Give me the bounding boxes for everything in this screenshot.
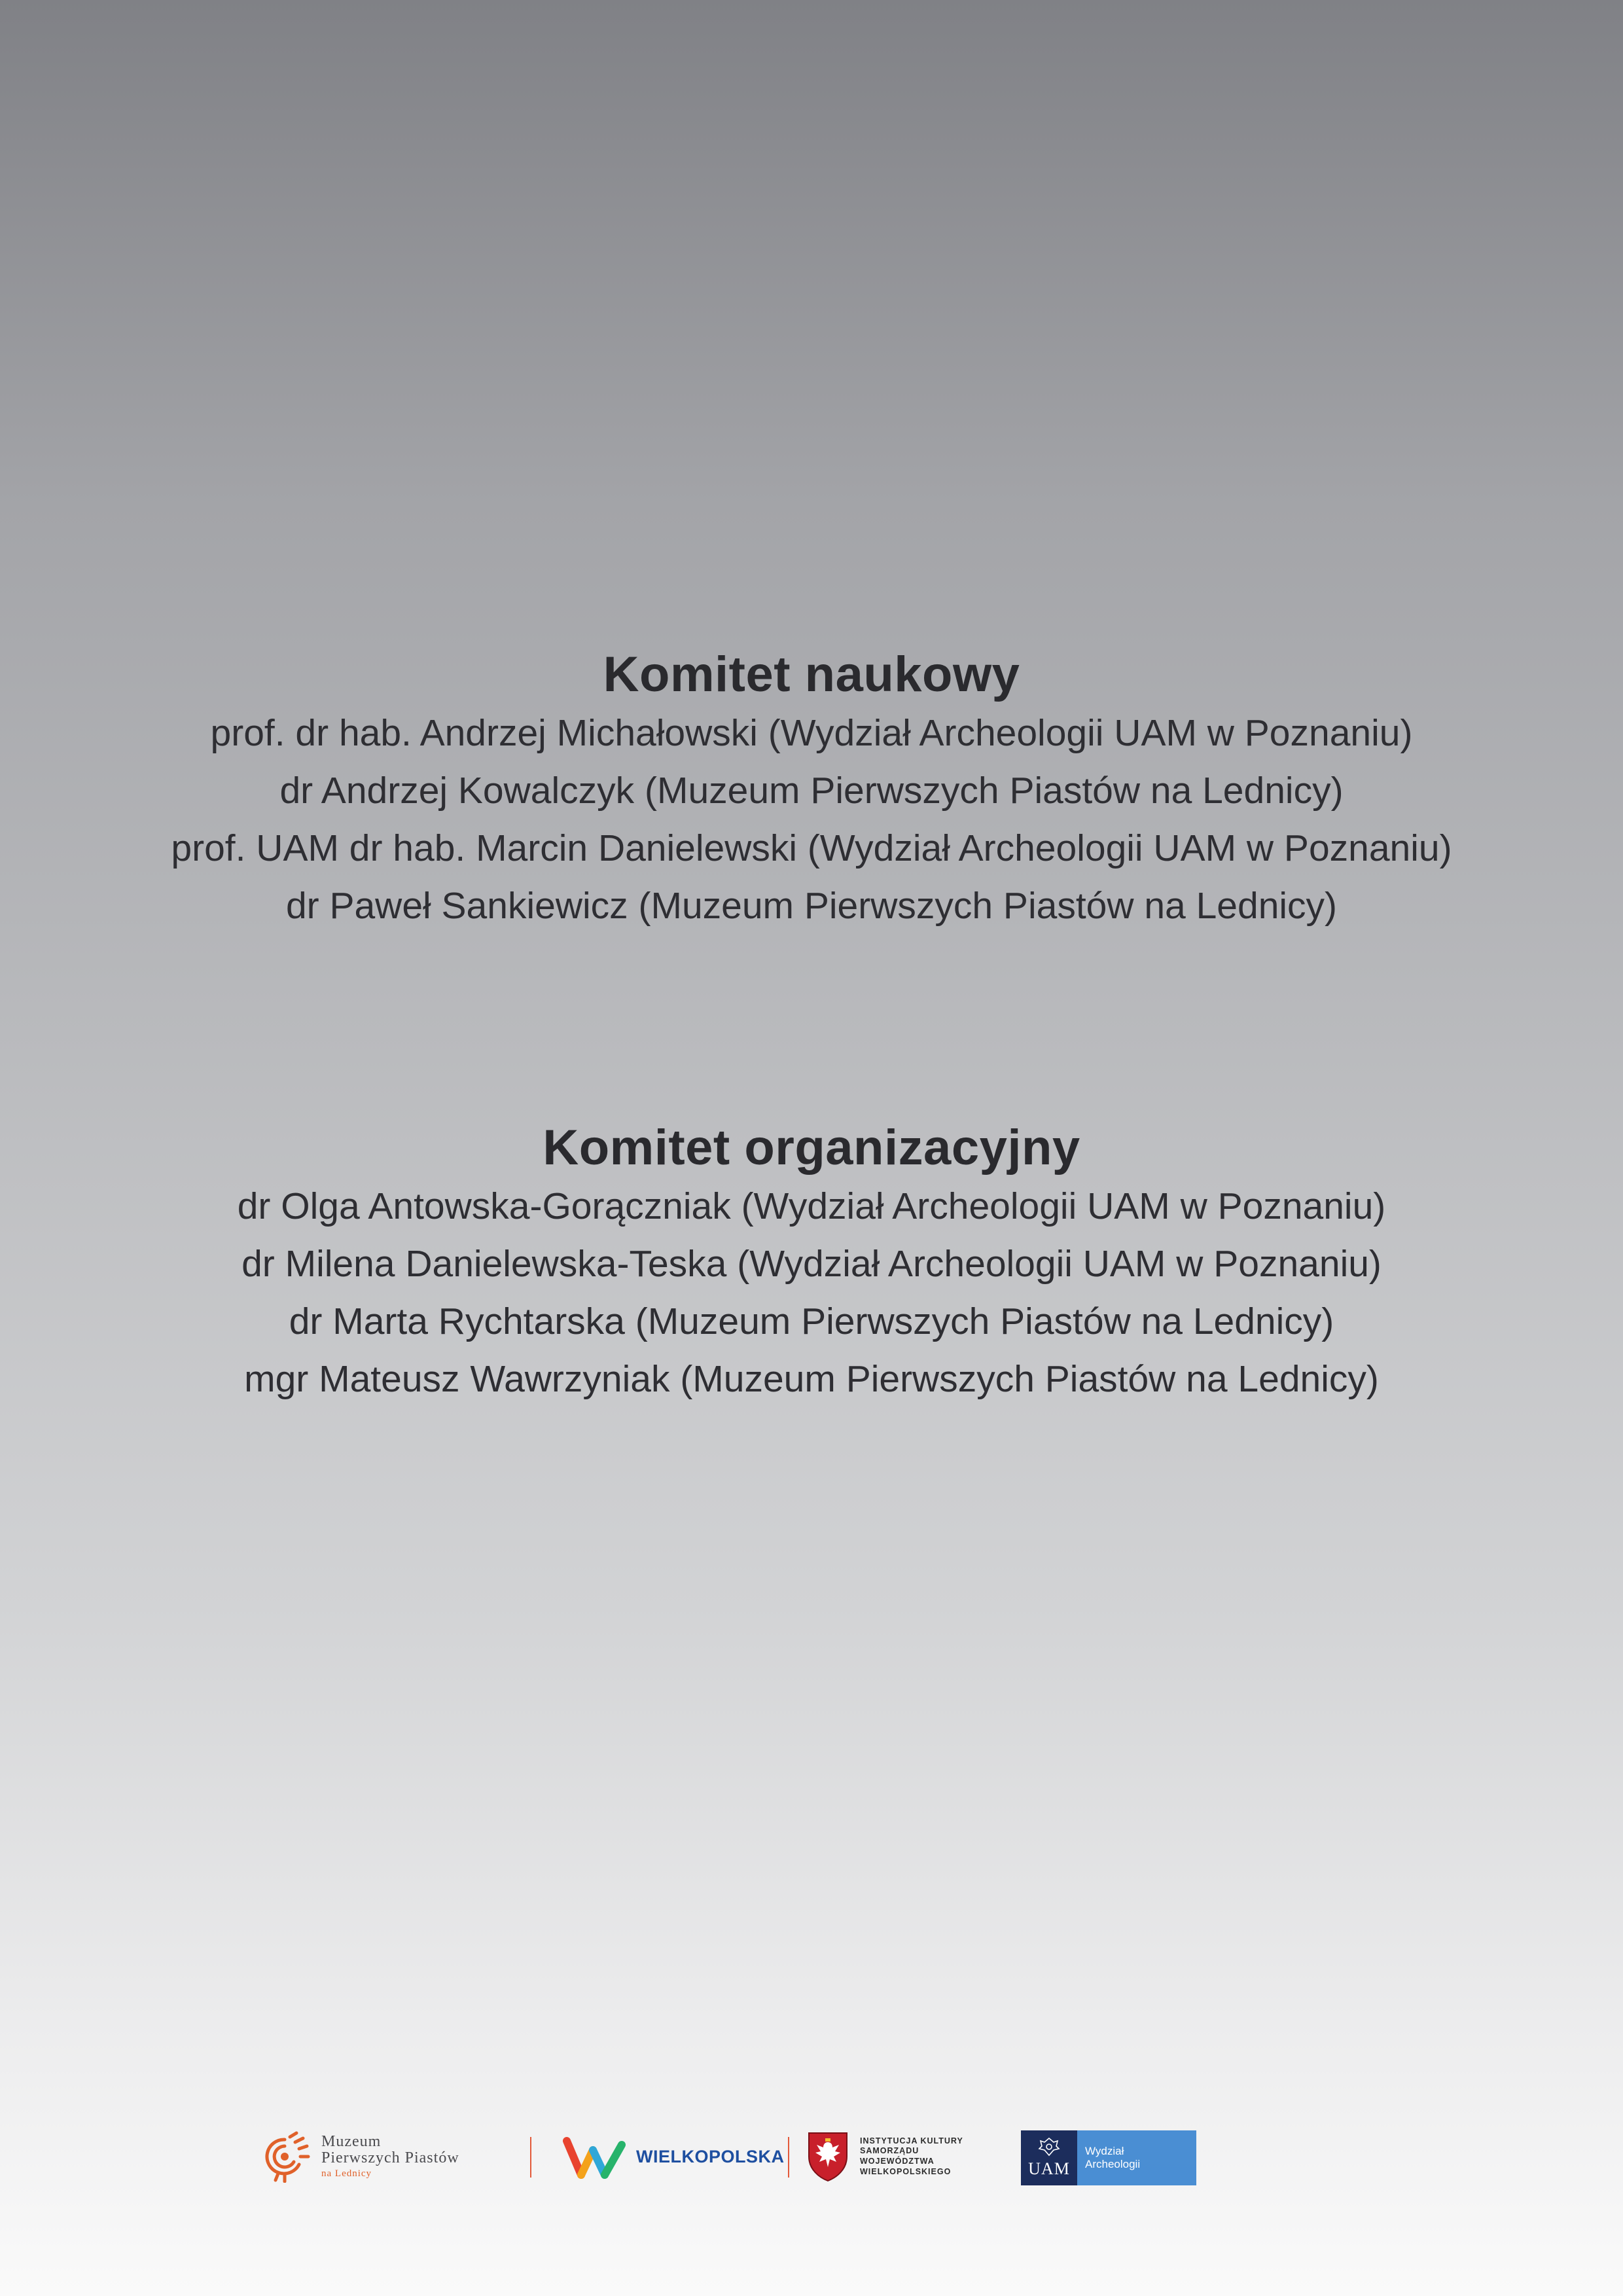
scientific-committee-member: dr Paweł Sankiewicz (Muzeum Pierwszych Piastów na Lednicy) <box>285 885 1338 927</box>
organizing-committee-member: mgr Mateusz Wawrzyniak (Muzeum Pierwszych Piastów na Lednicy) <box>244 1358 1379 1401</box>
wielkopolska-text: WIELKOPOLSKA <box>636 2146 785 2166</box>
uam-faculty-line: Wydział <box>1085 2144 1124 2157</box>
muzeum-name-line: Muzeum <box>321 2132 382 2150</box>
muzeum-sun-icon <box>259 2130 311 2183</box>
wielkopolska-logo <box>562 2121 785 2193</box>
muzeum-name-line: Pierwszych Piastów <box>321 2149 459 2167</box>
organizing-committee-member: dr Milena Danielewska-Teska (Wydział Archeologii UAM w Poznaniu) <box>241 1243 1382 1285</box>
uam-abbreviation: UAM <box>1028 2159 1070 2178</box>
samorzad-text-line: INSTYTUCJA KULTURY <box>860 2136 963 2145</box>
eagle-shield-icon <box>806 2130 849 2183</box>
uam-faculty-line: Archeologii <box>1085 2158 1141 2170</box>
organizing-committee-section <box>0 1118 1623 1408</box>
muzeum-location-line: na Lednicy <box>321 2168 372 2179</box>
scientific-committee-member: prof. dr hab. Andrzej Michałowski (Wydział Archeologii UAM w Poznaniu) <box>210 712 1413 755</box>
logo-divider <box>530 2137 531 2178</box>
muzeum-logo <box>259 2121 494 2193</box>
samorzad-logo <box>806 2121 976 2193</box>
scientific-committee-member: dr Andrzej Kowalczyk (Muzeum Pierwszych Piastów na Lednicy) <box>279 770 1344 812</box>
logo-divider <box>788 2137 789 2178</box>
scientific-committee-title: Komitet naukowy <box>603 647 1020 702</box>
samorzad-text-line: WOJEWÓDZTWA <box>860 2157 935 2166</box>
samorzad-text-line: WIELKOPOLSKIEGO <box>860 2166 952 2176</box>
footer-logos <box>0 2121 1623 2193</box>
uam-logo <box>1021 2130 1196 2185</box>
organizing-committee-member: dr Marta Rychtarska (Muzeum Pierwszych Piastów na Lednicy) <box>289 1300 1334 1343</box>
uam-crest-panel <box>1021 2130 1077 2185</box>
samorzad-text-line: SAMORZĄDU <box>860 2146 919 2156</box>
scientific-committee-section <box>0 645 1623 935</box>
organizing-committee-title: Komitet organizacyjny <box>543 1120 1080 1175</box>
uam-crest-icon <box>1037 2136 1061 2158</box>
organizing-committee-member: dr Olga Antowska-Gorączniak (Wydział Archeologii UAM w Poznaniu) <box>237 1185 1386 1228</box>
wielkopolska-w-icon <box>562 2132 627 2181</box>
scientific-committee-member: prof. UAM dr hab. Marcin Danielewski (Wydział Archeologii UAM w Poznaniu) <box>171 827 1452 870</box>
